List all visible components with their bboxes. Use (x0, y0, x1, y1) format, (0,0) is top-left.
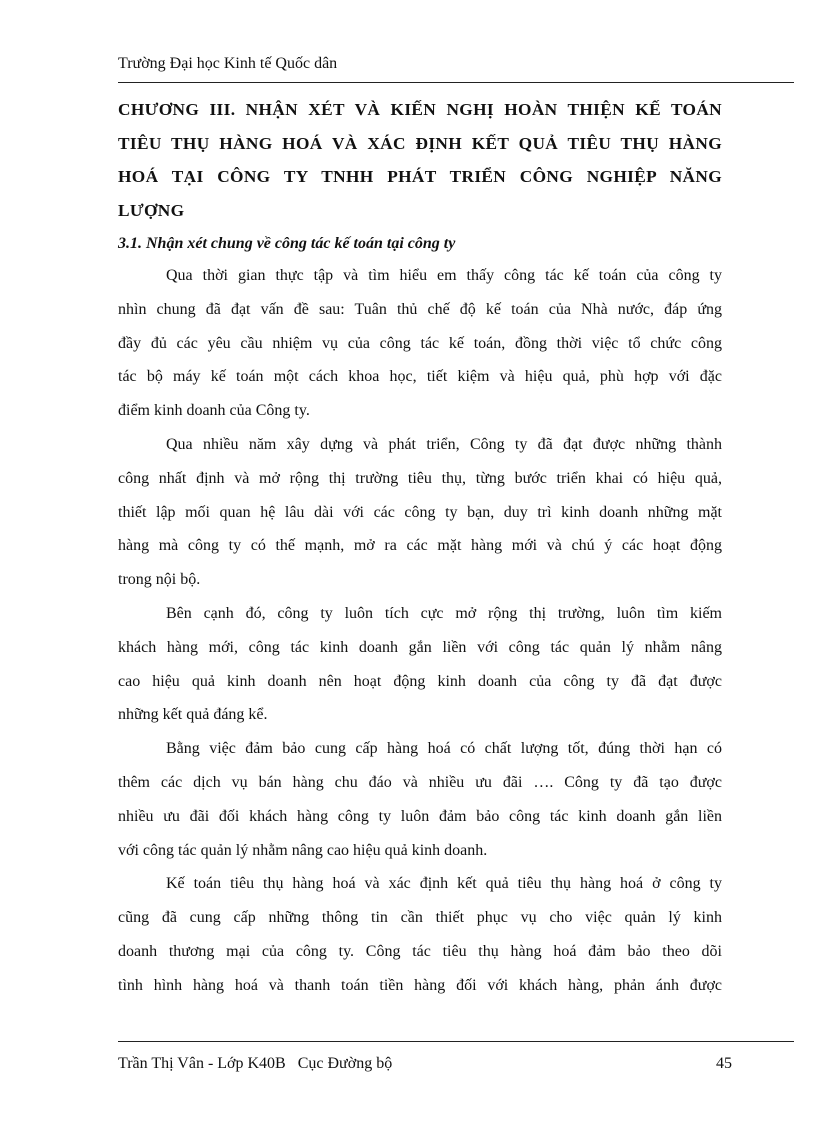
paragraph (118, 428, 722, 597)
paragraph-line: thiết lập mối quan hệ lâu dài với các công ty bạn, duy trì kinh doanh những mặt (118, 503, 722, 521)
footer-author: Trần Thị Vân - Lớp K40B Cục Đường bộ (118, 1055, 393, 1072)
paragraph-line: Qua nhiều năm xây dựng và phát triển, Công ty đã đạt được những thành (166, 435, 722, 453)
paragraph-line: hàng mà công ty có thế mạnh, mở ra các mặt hàng mới và chú ý các hoạt động (118, 537, 722, 555)
page-body (118, 93, 722, 1003)
page-number: 45 (716, 1055, 732, 1072)
header-rule (118, 82, 794, 83)
paragraph-line: Qua thời gian thực tập và tìm hiểu em thấy công tác kế toán của công ty (166, 267, 722, 284)
paragraph (118, 867, 722, 1002)
paragraph-line: cao hiệu quả kinh doanh nên hoạt động kinh doanh của công ty đã đạt được (118, 672, 722, 690)
section-heading: 3.1. Nhận xét chung về công tác kế toán tại công ty (118, 235, 456, 252)
paragraph-line: công nhất định và mở rộng thị trường tiêu thụ, từng bước triển khai có hiệu quả, (118, 469, 722, 487)
paragraph-line: trong nội bộ. (118, 571, 201, 589)
paragraph-line: cũng đã cung cấp những thông tin cần thiết phục vụ cho việc quản lý kinh (118, 909, 722, 927)
paragraph (118, 259, 722, 428)
chapter-title (118, 93, 722, 227)
paragraph-line: nhìn chung đã đạt vấn đề sau: Tuân thủ chế độ kế toán của Nhà nước, đáp ứng (118, 300, 722, 318)
paragraph (118, 732, 722, 867)
paragraph-line: Kế toán tiêu thụ hàng hoá và xác định kết quả tiêu thụ hàng hoá ở công ty (166, 875, 722, 893)
chapter-title-line: TIÊU THỤ HÀNG HOÁ VÀ XÁC ĐỊNH KẾT QUẢ TIÊU THỤ HÀNG (118, 133, 722, 153)
paragraph-line: với công tác quản lý nhằm nâng cao hiệu quả kinh doanh. (118, 841, 488, 859)
paragraph-line: tác bộ máy kế toán một cách khoa học, tiết kiệm và hiệu quả, phù hợp với đặc (118, 368, 722, 386)
paragraph-line: thêm các dịch vụ bán hàng chu đáo và nhiều ưu đãi …. Công ty đã tạo được (118, 773, 722, 791)
paragraph-line: nhiều ưu đãi đối khách hàng công ty luôn đảm bảo công tác kinh doanh gắn liền (118, 807, 722, 825)
paragraph-line: những kết quả đáng kể. (118, 706, 268, 724)
header-school-name: Trường Đại học Kinh tế Quốc dân (118, 55, 338, 72)
paragraph-line: doanh thương mại của công ty. Công tác tiêu thụ hàng hoá đảm bảo theo dõi (118, 942, 722, 960)
paragraph-line: Bằng việc đảm bảo cung cấp hàng hoá có chất lượng tốt, đúng thời hạn có (166, 740, 722, 758)
chapter-title-line: LƯỢNG (118, 200, 185, 220)
chapter-title-line: HOÁ TẠI CÔNG TY TNHH PHÁT TRIỂN CÔNG NGHIỆP NĂNG (118, 167, 722, 186)
paragraph-line: điểm kinh doanh của Công ty. (118, 402, 310, 420)
paragraph-line: tình hình hàng hoá và thanh toán tiền hàng đối với khách hàng, phản ánh được (118, 976, 722, 994)
chapter-title-line: CHƯƠNG III. NHẬN XÉT VÀ KIẾN NGHỊ HOÀN THIỆN KẾ TOÁN (118, 100, 722, 119)
paragraph (118, 597, 722, 732)
paragraph-line: khách hàng mới, công tác kinh doanh gắn liền với công tác quản lý nhằm nâng (118, 638, 722, 656)
paragraph-line: Bên cạnh đó, công ty luôn tích cực mở rộng thị trường, luôn tìm kiếm (166, 604, 722, 622)
paragraph-line: đầy đủ các yêu cầu nhiệm vụ của công tác kế toán, đồng thời việc tổ chức công (118, 334, 722, 352)
footer-rule (118, 1041, 794, 1042)
